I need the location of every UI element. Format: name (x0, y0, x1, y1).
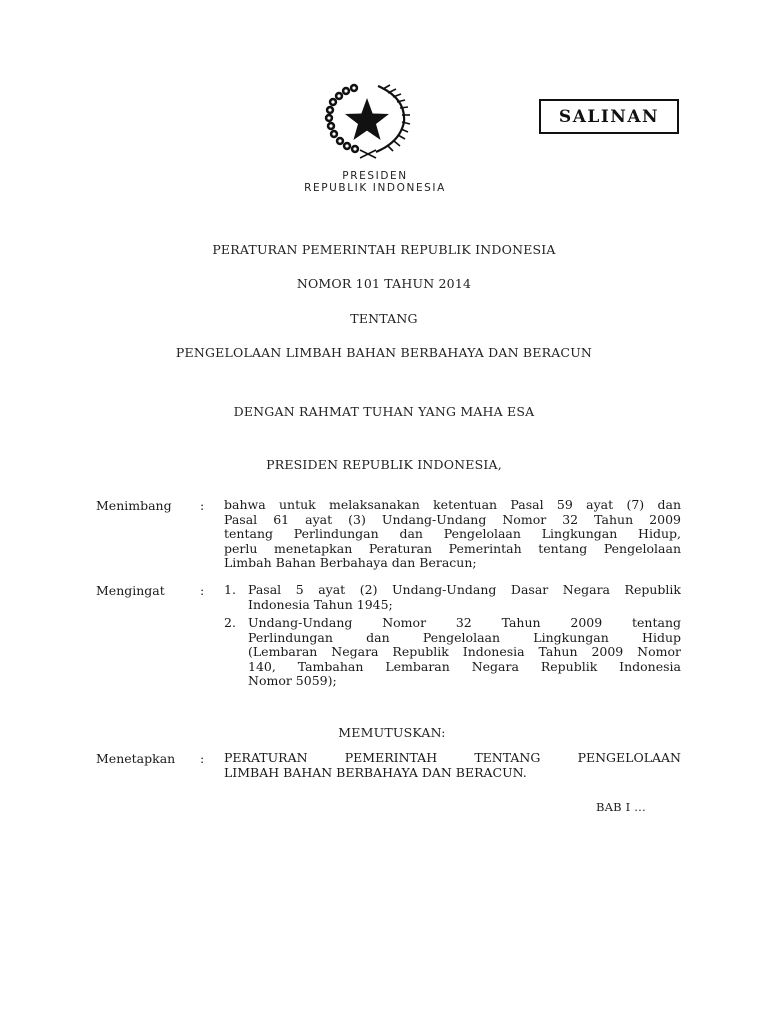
item-line: Perlindungan dan Pengelolaan Lingkungan Hidup (248, 629, 681, 645)
item-line: Pasal 5 ayat (2) Undang-Undang Dasar Negara Republik (248, 582, 681, 597)
item-line: Undang-Undang Nomor 32 Tahun 2009 tentang (248, 615, 681, 630)
item-number: 1. (224, 582, 236, 597)
menetapkan-colon: : (200, 751, 205, 766)
regulation-number: NOMOR 101 TAHUN 2014 (296, 276, 472, 291)
menetapkan-label: Menetapkan (96, 751, 176, 766)
menimbang-line: tentang Perlindungan dan Pengelolaan Lingkungan Hidup, (224, 526, 681, 542)
item-number: 2. (224, 615, 236, 630)
item-line: (Lembaran Negara Republik Indonesia Tahun 2009 Nomor (248, 644, 681, 660)
menetapkan-line: PERATURAN PEMERINTAH TENTANG PENGELOLAAN (224, 750, 681, 765)
president-title-line2: REPUBLIK INDONESIA (304, 182, 446, 194)
item-line: 140, Tambahan Lembaran Negara Republik Indonesia (248, 658, 681, 674)
regulation-subject: PENGELOLAAN LIMBAH BAHAN BERBAHAYA DAN BERACUN (175, 345, 593, 360)
continuation-marker: BAB I ... (596, 800, 646, 814)
item-line: Nomor 5059); (248, 673, 337, 689)
item-line: Indonesia Tahun 1945; (248, 596, 393, 612)
salinan-stamp: SALINAN (539, 99, 679, 134)
regulation-about: TENTANG (350, 311, 418, 326)
emblem-icon (320, 80, 414, 160)
mengingat-item-1 (224, 583, 681, 612)
menimbang-colon: : (200, 498, 205, 513)
menimbang-label: Menimbang (96, 498, 172, 513)
menetapkan-text (224, 751, 681, 780)
menimbang-line: Limbah Bahan Berbahaya dan Beracun; (224, 555, 477, 571)
menimbang-line: bahwa untuk melaksanakan ketentuan Pasal 59 ayat (7) dan (224, 497, 681, 512)
mengingat-label: Mengingat (96, 583, 165, 598)
president-title-line1: PRESIDEN (342, 170, 408, 182)
invocation: DENGAN RAHMAT TUHAN YANG MAHA ESA (233, 404, 535, 419)
regulation-title: PERATURAN PEMERINTAH REPUBLIK INDONESIA (212, 242, 556, 257)
menetapkan-line: LIMBAH BAHAN BERBAHAYA DAN BERACUN. (224, 764, 527, 780)
issuer: PRESIDEN REPUBLIK INDONESIA, (266, 457, 502, 472)
mengingat-item-2 (224, 616, 681, 689)
mengingat-colon: : (200, 583, 205, 598)
decision-heading: MEMUTUSKAN: (338, 725, 446, 740)
menimbang-line: perlu menetapkan Peraturan Pemerintah tentang Pengelolaan (224, 540, 681, 556)
menimbang-line: Pasal 61 ayat (3) Undang-Undang Nomor 32 Tahun 2009 (224, 511, 681, 527)
menimbang-text (224, 498, 681, 571)
